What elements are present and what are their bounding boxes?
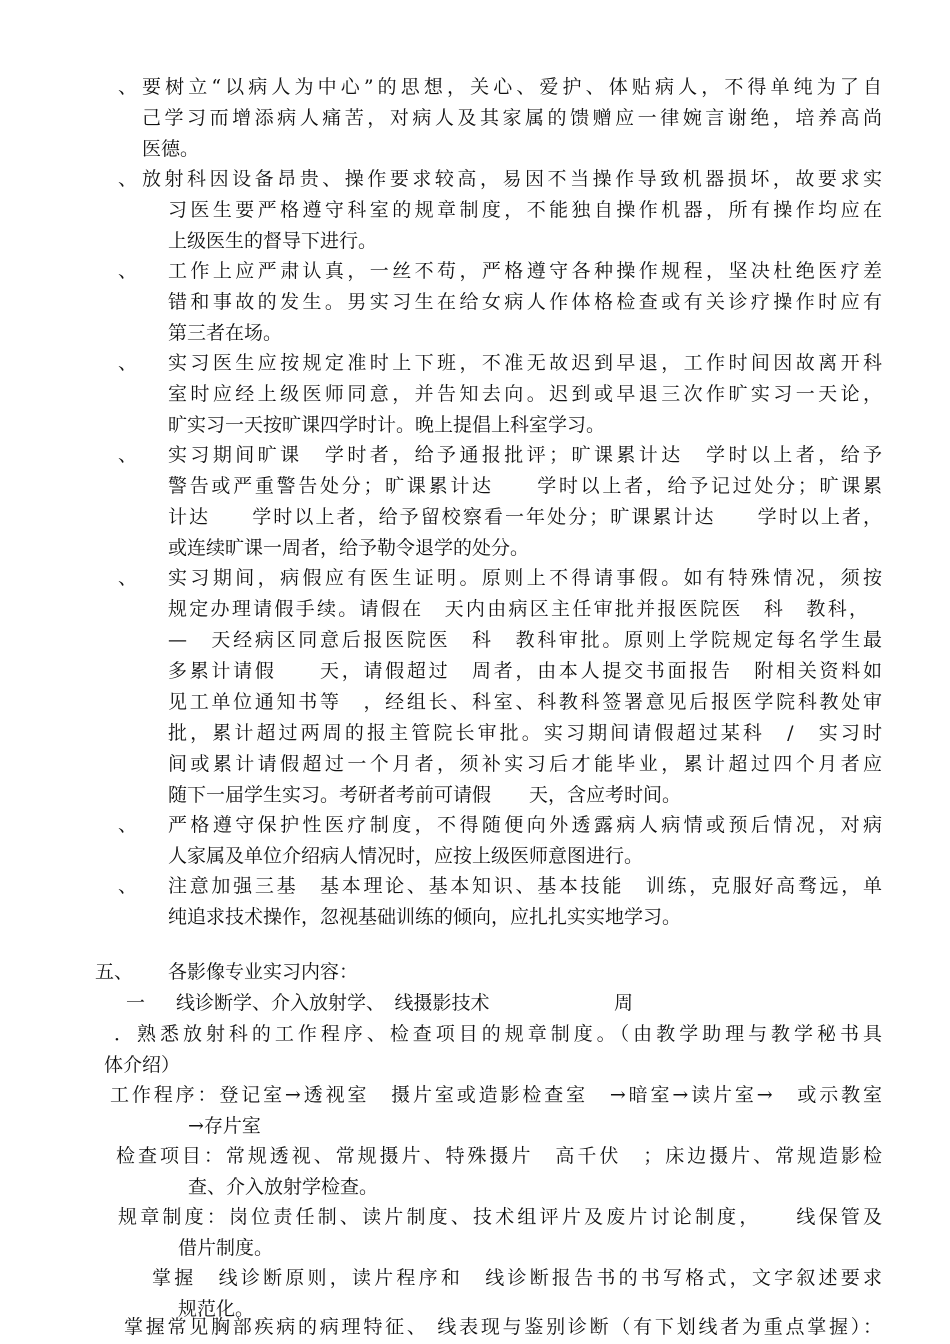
list-marker: 、 bbox=[118, 875, 138, 897]
rule-text-line: 实习期间旷课 学时者，给予通报批评；旷课累计达 学时以上者，给予 bbox=[168, 444, 882, 466]
list-marker: 、 bbox=[118, 567, 138, 589]
subsection-number: 一 bbox=[126, 992, 146, 1014]
point-text-line: 掌握 线诊断原则，读片程序和 线诊断报告书的书写格式，文字叙述要求 bbox=[152, 1267, 882, 1289]
rule-text-line: 室时应经上级医师同意，并告知去向。迟到或早退三次作旷实习一天论， bbox=[168, 383, 882, 405]
rule-text-line: 实习医生应按规定准时上下班，不准无故迟到早退，工作时间因故离开科 bbox=[168, 352, 882, 374]
rule-text-line: 多累计请假 天，请假超过 周者，由本人提交书面报告 附相关资料如 bbox=[168, 660, 882, 682]
point-text-line: 借片制度。 bbox=[178, 1237, 274, 1259]
section-title: 各影像专业实习内容： bbox=[168, 961, 359, 983]
rule-text-line: 警告或严重警告处分；旷课累计达 学时以上者，给予记过处分；旷课累 bbox=[168, 475, 882, 497]
rule-text-line: 间或累计请假超过一个月者，须补实习后才能毕业，累计超过四个月者应 bbox=[168, 753, 882, 775]
list-marker: 、 bbox=[118, 444, 138, 466]
rule-text-line: 医德。 bbox=[142, 138, 200, 160]
rule-text-line: 错和事故的发生。男实习生在给女病人作体格检查或有关诊疗操作时应有 bbox=[168, 291, 882, 313]
rule-text-line: 注意加强三基 基本理论、基本知识、基本技能 训练，克服好高骛远，单 bbox=[168, 875, 882, 897]
rule-text-line: 随下一届学生实习。考研者考前可请假 天，含应考时间。 bbox=[168, 784, 682, 806]
rule-text-line: 实习期间，病假应有医生证明。原则上不得请事假。如有特殊情况，须按 bbox=[168, 567, 882, 589]
section-number: 五、 bbox=[95, 961, 134, 983]
point-text-line: 规范化。 bbox=[178, 1298, 255, 1320]
point-text-line: 体介绍） bbox=[104, 1054, 181, 1076]
point-text-line: 规章制度：岗位责任制、读片制度、技术组评片及废片讨论制度， 线保管及 bbox=[118, 1206, 882, 1228]
list-marker: 、 bbox=[118, 814, 138, 836]
rule-text-line: 计达 学时以上者，给予留校察看一年处分；旷课累计达 学时以上者， bbox=[168, 506, 882, 528]
point-text-line: ．熟悉放射科的工作程序、检查项目的规章制度。（由教学助理与教学秘书具 bbox=[114, 1023, 882, 1045]
rule-text-line: 要树立“以病人为中心”的思想，关心、爱护、体贴病人，不得单纯为了自 bbox=[142, 76, 882, 98]
rule-text-line: 或连续旷课一周者，给予勒令退学的处分。 bbox=[168, 537, 530, 559]
rule-text-line: 严格遵守保护性医疗制度，不得随便向外透露病人病情或预后情况，对病 bbox=[168, 814, 882, 836]
list-marker: 、 bbox=[118, 76, 138, 98]
rule-text-line: 第三者在场。 bbox=[168, 322, 283, 344]
rule-text-line: 见工单位通知书等 ，经组长、科室、科教科签署意见后报医学院科教处审 bbox=[168, 691, 882, 713]
rule-text-line: — 天经病区同意后报医院医 科 教科审批。原则上学院规定每名学生最 bbox=[168, 629, 882, 651]
rule-text-line: 习医生要严格遵守科室的规章制度，不能独自操作机器，所有操作均应在 bbox=[168, 199, 882, 221]
rule-text-line: 批，累计超过两周的报主管院长审批。实习期间请假超过某科 / 实习时 bbox=[168, 722, 882, 744]
rule-text-line: 上级医生的督导下进行。 bbox=[168, 230, 378, 252]
list-marker: 、 bbox=[118, 352, 138, 374]
rule-text-line: 工作上应严肃认真，一丝不苟，严格遵守各种操作规程，坚决杜绝医疗差 bbox=[168, 260, 882, 282]
point-text-line: 掌握常见胸部疾病的病理特征、 线表现与鉴别诊断（有下划线者为重点掌握）： bbox=[124, 1316, 882, 1338]
point-text-line: 查、介入放射学检查。 bbox=[188, 1176, 379, 1198]
point-text-line: 工作程序：登记室→透视室 摄片室或造影检查室 →暗室→读片室→ 或示教室 bbox=[110, 1084, 882, 1106]
list-marker: 、 bbox=[118, 168, 138, 190]
list-marker: 、 bbox=[118, 260, 138, 282]
rule-text-line: 旷实习一天按旷课四学时计。晚上提倡上科室学习。 bbox=[168, 414, 606, 436]
subsection-title: 线诊断学、介入放射学、 线摄影技术 bbox=[176, 992, 490, 1014]
rule-text-line: 规定办理请假手续。请假在 天内由病区主任审批并报医院医 科 教科， bbox=[168, 598, 868, 620]
rule-text-line: 己学习而增添病人痛苦，对病人及其家属的馈赠应一律婉言谢绝，培养高尚 bbox=[142, 107, 882, 129]
rule-text-line: 人家属及单位介绍病人情况时，应按上级医师意图进行。 bbox=[168, 845, 644, 867]
point-text-line: →存片室 bbox=[188, 1115, 261, 1137]
subsection-weeks: 周 bbox=[614, 992, 634, 1014]
rule-text-line: 纯追求技术操作，忽视基础训练的倾向，应扎扎实实地学习。 bbox=[168, 906, 682, 928]
point-text-line: 检查项目：常规透视、常规摄片、特殊摄片 高千伏 ；床边摄片、常规造影检 bbox=[116, 1145, 882, 1167]
rule-text-line: 放射科因设备昂贵、操作要求较高，易因不当操作导致机器损坏，故要求实 bbox=[142, 168, 882, 190]
